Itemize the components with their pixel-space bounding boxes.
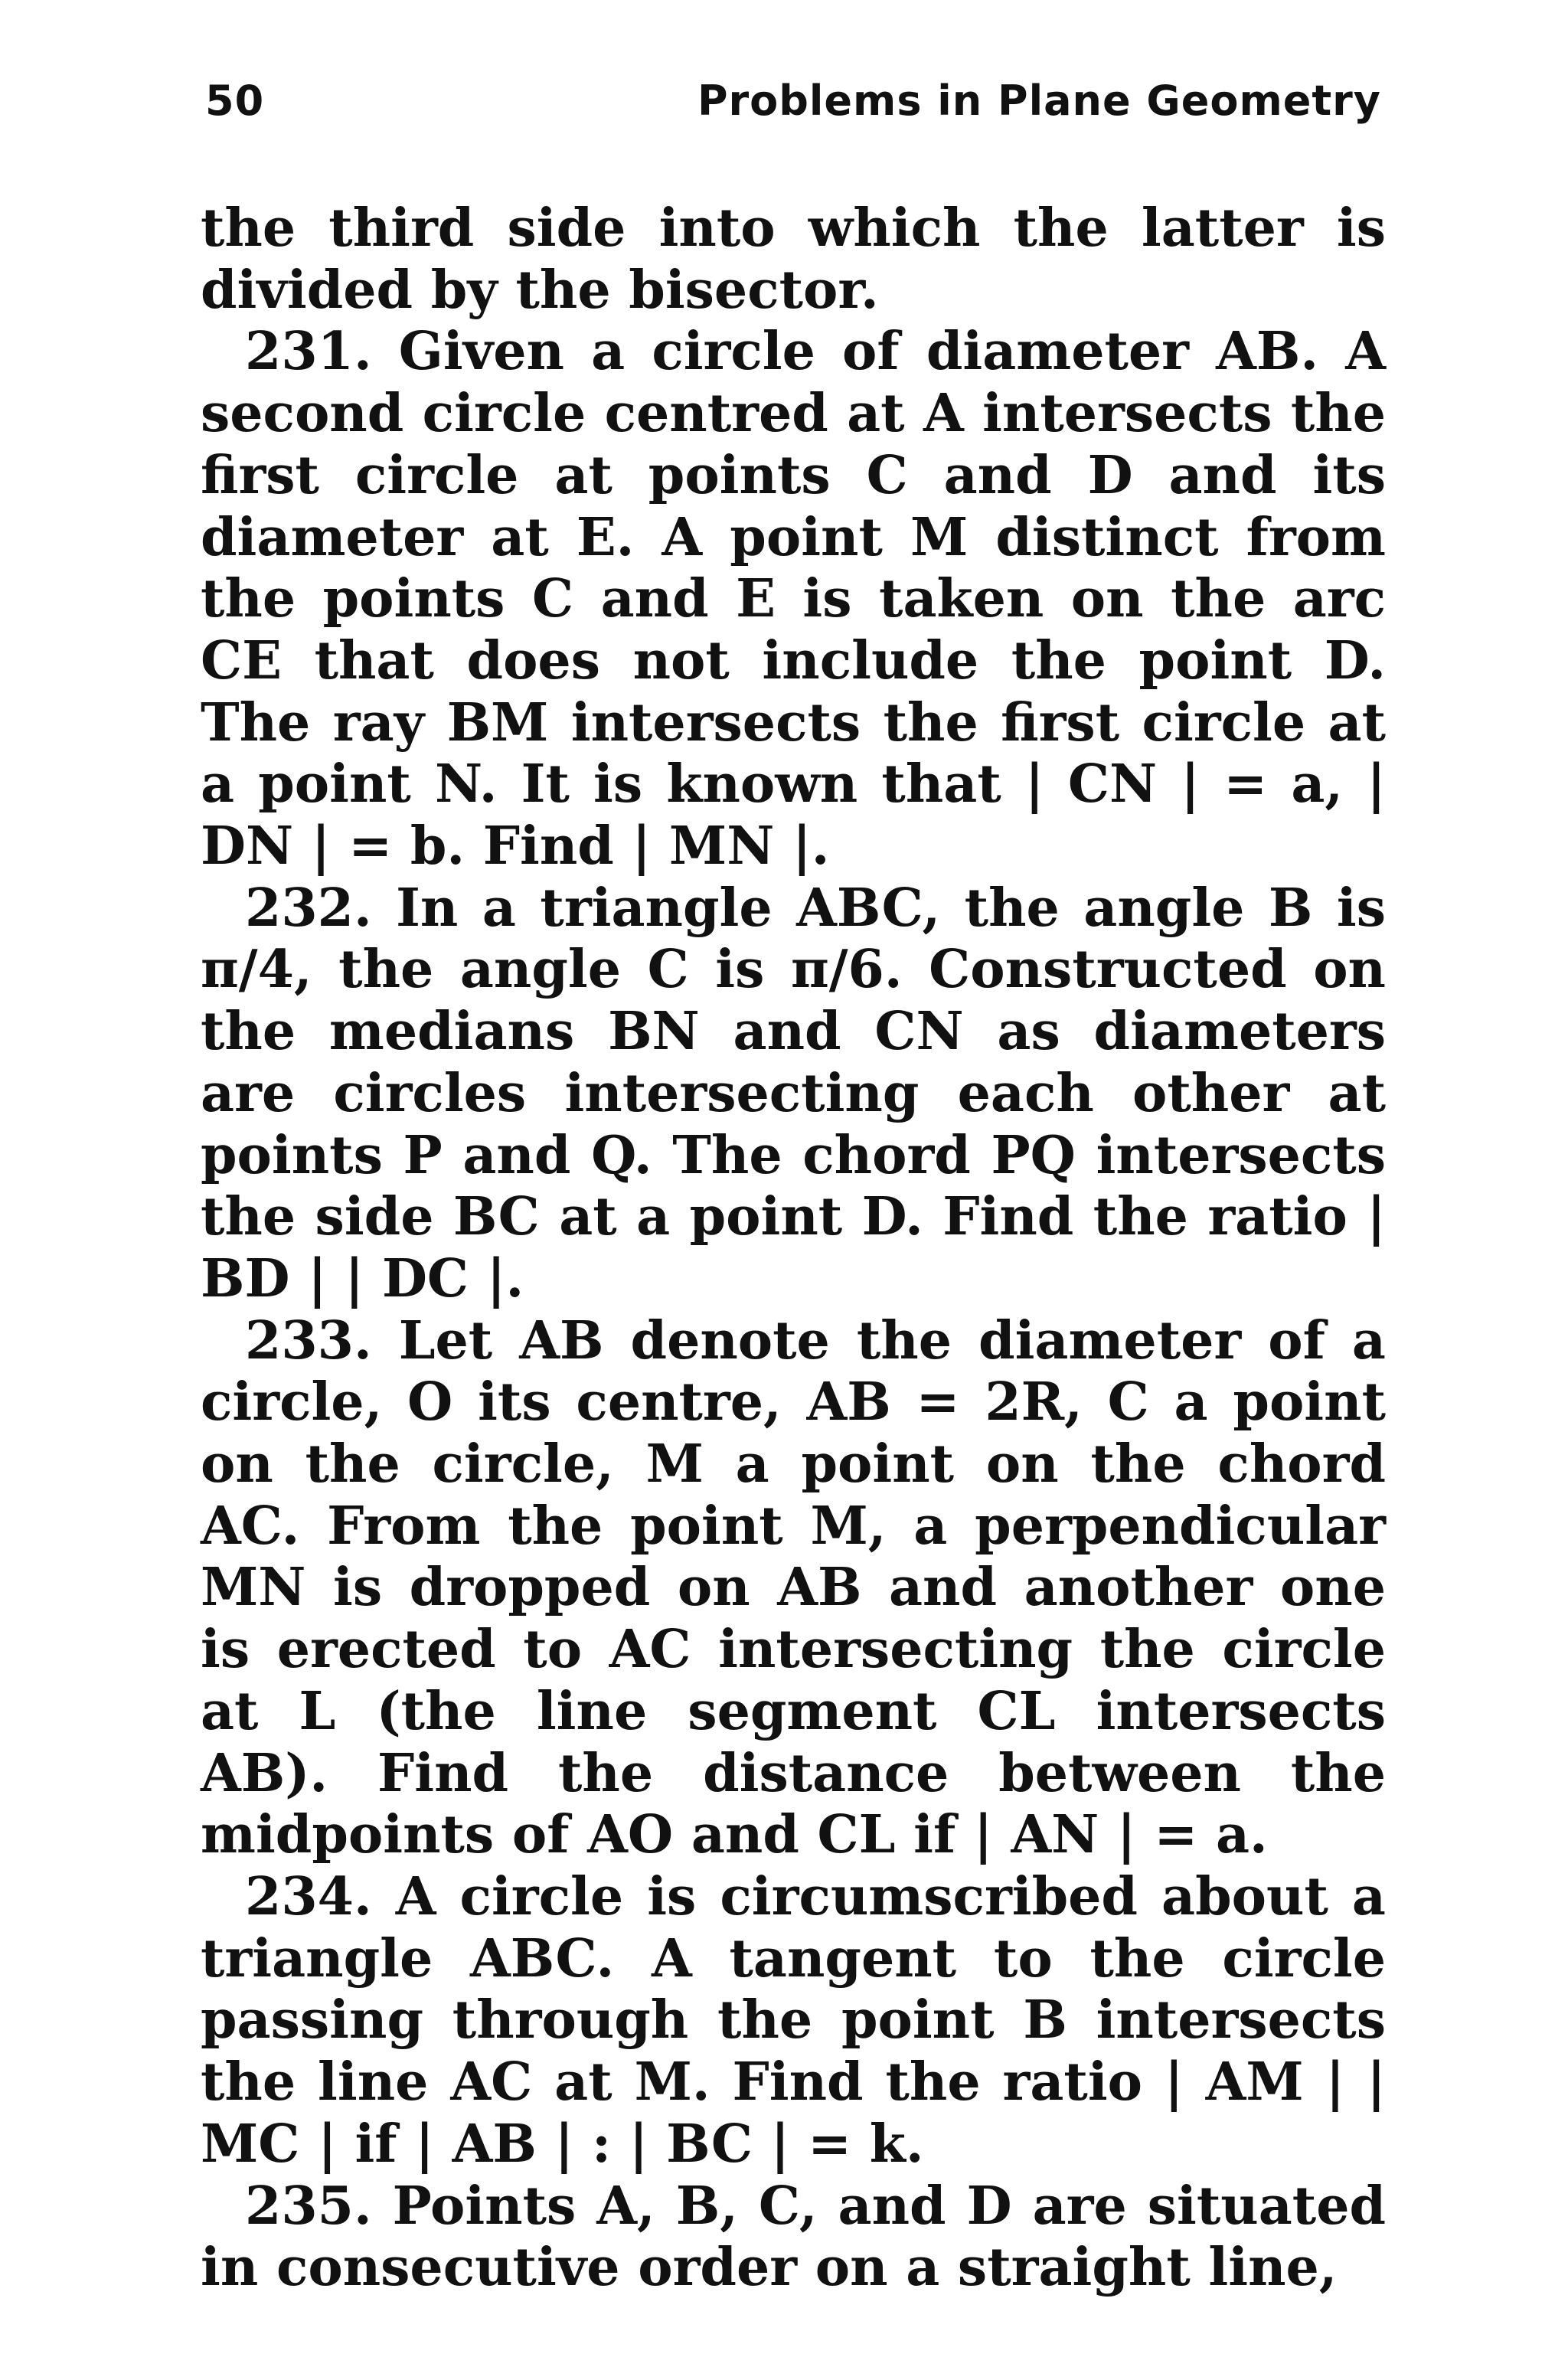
problem-number: 234. (245, 1865, 372, 1927)
problem-number: 235. (245, 2175, 372, 2237)
problem-number: 232. (245, 877, 372, 939)
continuation-text: the third side into which the latter is divided by the bisector. (201, 198, 1386, 321)
problem-231 (201, 321, 1386, 877)
problem-text: In a triangle ABC, the angle B is π/4, the angle C is π/6. Constructed on the medians BN and CN as diameters are circles intersecting each other at points P and Q. The chord PQ intersects the side BC at a point D. Find the ratio | BD | | DC |. (201, 877, 1386, 1309)
problem-number: 233. (245, 1309, 372, 1371)
problem-text: Given a circle of diameter AB. A second circle centred at A intersects the first circle at points C and D and its diameter at E. A point M distinct from the points C and E is taken on the arc CE that does not include the point D. The ray BM intersects the first circle at a point N. It is known that | CN | = a, | DN | = b. Find | MN |. (201, 321, 1386, 878)
problem-text: Points A, B, C, and D are situated in consecutive order on a straight line, (201, 2175, 1386, 2299)
problem-234 (201, 1866, 1386, 2176)
problem-text: A circle is circumscribed about a triangle ABC. A tangent to the circle passing through the point B intersects the line AC at M. Find the ratio | AM | | MC | if | AB | : | BC | = k. (201, 1865, 1386, 2175)
page-header (205, 77, 1381, 138)
problem-number: 231. (245, 321, 372, 383)
page-number: 50 (205, 77, 265, 125)
problem-235 (201, 2176, 1386, 2299)
page-body (201, 198, 1386, 2299)
running-title: Problems in Plane Geometry (697, 77, 1381, 125)
problem-text: Let AB denote the diameter of a circle, O its centre, AB = 2R, C a point on the circle, M a point on the chord AC. From the point M, a perpendicular MN is dropped on AB and another one is erected to AC intersecting the circle at L (the line segment CL intersects AB). Find the distance between the midpoints of AO and CL if | AN | = a. (201, 1309, 1386, 1866)
problem-232 (201, 878, 1386, 1310)
continuation-paragraph (201, 198, 1386, 321)
problem-233 (201, 1310, 1386, 1866)
